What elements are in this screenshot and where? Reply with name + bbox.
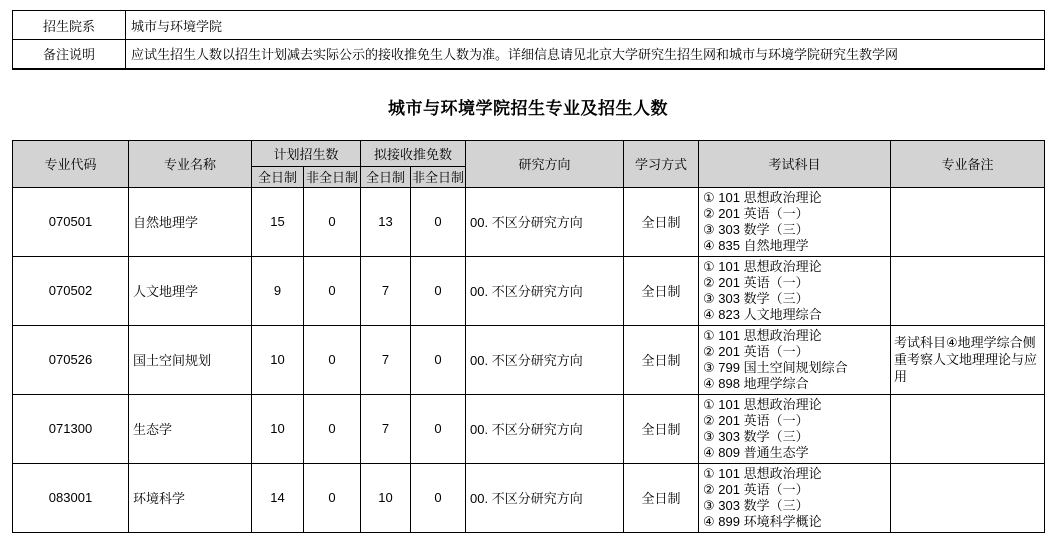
cell-recommended-parttime: 0 [411,463,466,532]
info-table [12,10,1045,70]
cell-recommended-parttime: 0 [411,325,466,394]
exam-subject-line: ③ 799 国土空间规划综合 [703,359,848,375]
cell-study-mode: 全日制 [624,187,699,256]
cell-notes [891,256,1045,325]
exam-subject-line: ② 201 英语（一） [703,274,809,290]
header-notes: 专业备注 [891,140,1045,187]
info-table-body [13,11,1045,69]
header-planned: 计划招生数 [252,140,361,166]
table-row [13,256,1045,325]
info-label: 备注说明 [13,40,126,69]
cell-direction: 00. 不区分研究方向 [466,394,624,463]
exam-subject-line: ③ 303 数学（三） [703,497,809,513]
admissions-table [12,140,1045,533]
cell-study-mode: 全日制 [624,325,699,394]
exam-subject-line: ④ 835 自然地理学 [703,237,809,253]
cell-recommended-parttime: 0 [411,394,466,463]
exam-subject-line: ① 101 思想政治理论 [703,327,822,343]
cell-planned-fulltime: 10 [252,394,304,463]
header-recommended-parttime: 非全日制 [411,166,466,187]
cell-name: 人文地理学 [129,256,252,325]
cell-name: 国土空间规划 [129,325,252,394]
cell-recommended-parttime: 0 [411,187,466,256]
table-row [13,325,1045,394]
cell-exam-subjects [699,394,891,463]
cell-direction: 00. 不区分研究方向 [466,187,624,256]
table-row [13,463,1045,532]
exam-subject-line: ③ 303 数学（三） [703,428,809,444]
cell-code: 070501 [13,187,129,256]
exam-subject-line: ④ 899 环境科学概论 [703,513,822,529]
cell-name: 生态学 [129,394,252,463]
cell-recommended-parttime: 0 [411,256,466,325]
cell-recommended-fulltime: 10 [361,463,411,532]
page-title: 城市与环境学院招生专业及招生人数 [388,98,668,118]
cell-recommended-fulltime: 7 [361,325,411,394]
cell-planned-parttime: 0 [304,187,361,256]
header-code: 专业代码 [13,140,129,187]
info-row [13,11,1045,40]
exam-subject-line: ① 101 思想政治理论 [703,396,822,412]
cell-name: 自然地理学 [129,187,252,256]
info-row [13,40,1045,69]
header-recommended: 拟接收推免数 [361,140,466,166]
cell-direction: 00. 不区分研究方向 [466,325,624,394]
exam-subject-line: ① 101 思想政治理论 [703,189,822,205]
cell-recommended-fulltime: 7 [361,256,411,325]
header-planned-fulltime: 全日制 [252,166,304,187]
cell-planned-parttime: 0 [304,256,361,325]
exam-subject-line: ④ 898 地理学综合 [703,375,809,391]
cell-exam-subjects [699,187,891,256]
table-row [13,394,1045,463]
admissions-table-body [13,187,1045,532]
exam-subject-line: ② 201 英语（一） [703,205,809,221]
header-recommended-fulltime: 全日制 [361,166,411,187]
cell-planned-fulltime: 10 [252,325,304,394]
table-row [13,187,1045,256]
cell-direction: 00. 不区分研究方向 [466,256,624,325]
cell-name: 环境科学 [129,463,252,532]
cell-code: 070526 [13,325,129,394]
cell-recommended-fulltime: 7 [361,394,411,463]
cell-exam-subjects [699,256,891,325]
cell-planned-parttime: 0 [304,325,361,394]
cell-code: 070502 [13,256,129,325]
exam-subject-line: ② 201 英语（一） [703,481,809,497]
exam-subject-line: ③ 303 数学（三） [703,290,809,306]
info-label: 招生院系 [13,11,126,40]
cell-study-mode: 全日制 [624,256,699,325]
cell-planned-fulltime: 14 [252,463,304,532]
cell-study-mode: 全日制 [624,463,699,532]
exam-subject-line: ① 101 思想政治理论 [703,465,822,481]
exam-subject-line: ② 201 英语（一） [703,343,809,359]
cell-code: 071300 [13,394,129,463]
exam-subject-line: ③ 303 数学（三） [703,221,809,237]
info-value: 城市与环境学院 [126,11,1045,40]
exam-subject-line: ④ 823 人文地理综合 [703,306,822,322]
header-direction: 研究方向 [466,140,624,187]
cell-planned-parttime: 0 [304,463,361,532]
header-planned-parttime: 非全日制 [304,166,361,187]
cell-exam-subjects [699,463,891,532]
header-study-mode: 学习方式 [624,140,699,187]
cell-planned-fulltime: 9 [252,256,304,325]
cell-exam-subjects [699,325,891,394]
cell-recommended-fulltime: 13 [361,187,411,256]
cell-planned-fulltime: 15 [252,187,304,256]
exam-subject-line: ④ 809 普通生态学 [703,444,809,460]
header-name: 专业名称 [129,140,252,187]
info-value: 应试生招生人数以招生计划减去实际公示的接收推免生人数为准。详细信息请见北京大学研究生招生网和城市与环境学院研究生教学网 [126,40,1045,69]
cell-planned-parttime: 0 [304,394,361,463]
cell-notes: 考试科目④地理学综合侧重考察人文地理理论与应用 [891,325,1045,394]
exam-subject-line: ① 101 思想政治理论 [703,258,822,274]
cell-code: 083001 [13,463,129,532]
cell-notes [891,187,1045,256]
admissions-table-header [13,140,1045,187]
header-exam-subjects: 考试科目 [699,140,891,187]
cell-notes [891,394,1045,463]
exam-subject-line: ② 201 英语（一） [703,412,809,428]
cell-notes [891,463,1045,532]
cell-direction: 00. 不区分研究方向 [466,463,624,532]
cell-study-mode: 全日制 [624,394,699,463]
